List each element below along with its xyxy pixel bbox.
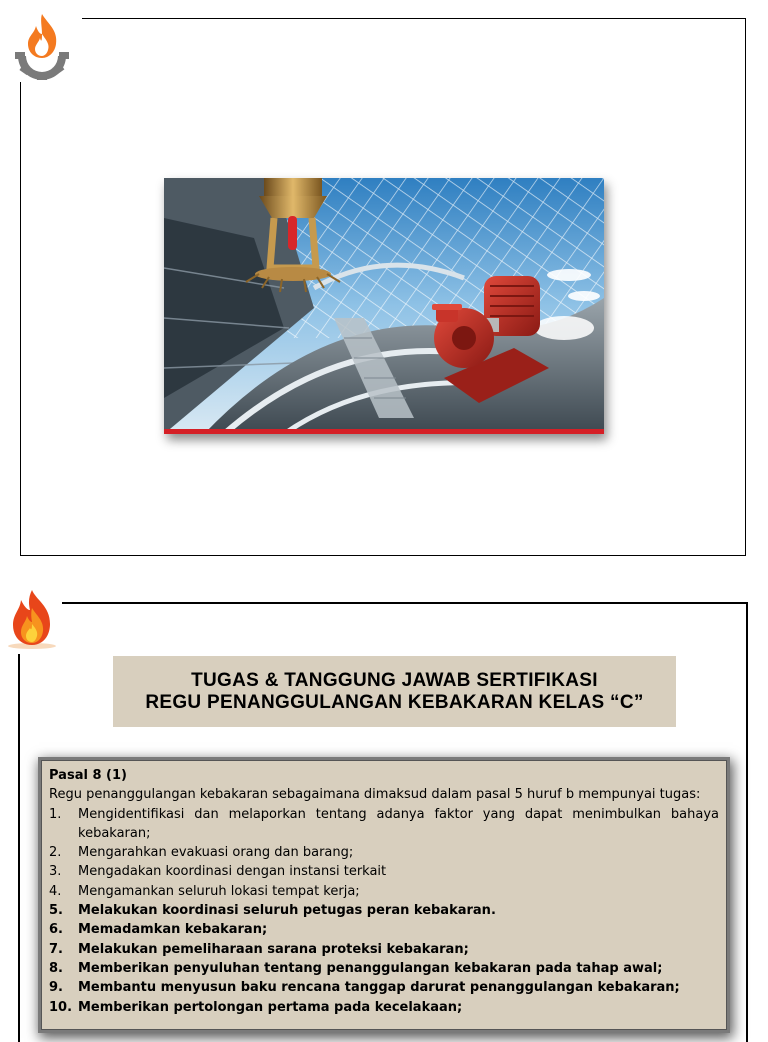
item-text: Melakukan koordinasi seluruh petugas peran kebakaran. [78, 903, 496, 919]
slide-title [113, 656, 676, 727]
item-number: 6. [49, 922, 63, 938]
list-item [49, 805, 719, 844]
item-number: 1. [49, 806, 62, 822]
item-text: Mengadakan koordinasi dengan instansi terkait [78, 864, 387, 880]
item-number: 3. [49, 864, 62, 880]
item-number: 4. [49, 883, 62, 899]
list-item [49, 901, 719, 920]
item-text: Mengidentifikasi dan melaporkan tentang adanya faktor yang dapat menimbulkan bahaya kebakaran; [78, 806, 719, 841]
item-text: Mengamankan seluruh lokasi tempat kerja; [78, 883, 360, 899]
title-line-1: TUGAS & TANGGUNG JAWAB SERTIFIKASI [191, 669, 598, 691]
pasal-heading: Pasal 8 (1) [49, 768, 127, 783]
item-number: 2. [49, 845, 62, 861]
item-number: 8. [49, 960, 63, 976]
list-item [49, 843, 719, 862]
intro-text: Regu penanggulangan kebakaran sebagaimana dimaksud dalam pasal 5 huruf b mempunyai tugas: [49, 787, 701, 803]
item-number: 5. [49, 903, 63, 919]
list-item [49, 978, 719, 997]
item-number: 10. [49, 999, 73, 1015]
slide-1 [20, 18, 746, 556]
item-number: 9. [49, 980, 63, 996]
item-text: Memberikan penyuluhan tentang penanggulangan kebakaran pada tahap awal; [78, 960, 663, 976]
fire-protection-photo [164, 178, 604, 434]
list-item [49, 998, 719, 1017]
flame-icon [6, 588, 58, 650]
list-item [49, 940, 719, 959]
regulation-panel [41, 760, 727, 1030]
list-item [49, 959, 719, 978]
item-text: Mengarahkan evakuasi orang dan barang; [78, 845, 354, 861]
item-text: Memadamkan kebakaran; [78, 922, 268, 938]
list-item [49, 862, 719, 881]
item-text: Melakukan pemeliharaan sarana proteksi kebakaran; [78, 941, 469, 957]
item-text: Memberikan pertolongan pertama pada kecelakaan; [78, 999, 463, 1015]
list-item [49, 882, 719, 901]
item-number: 7. [49, 941, 63, 957]
title-line-2: REGU PENANGGULANGAN KEBAKARAN KELAS “C” [145, 691, 644, 713]
flame-gear-icon [12, 12, 72, 80]
item-text: Membantu menyusun baku rencana tanggap darurat penanggulangan kebakaran; [78, 980, 680, 996]
list-item [49, 920, 719, 939]
duty-list [49, 805, 719, 1017]
